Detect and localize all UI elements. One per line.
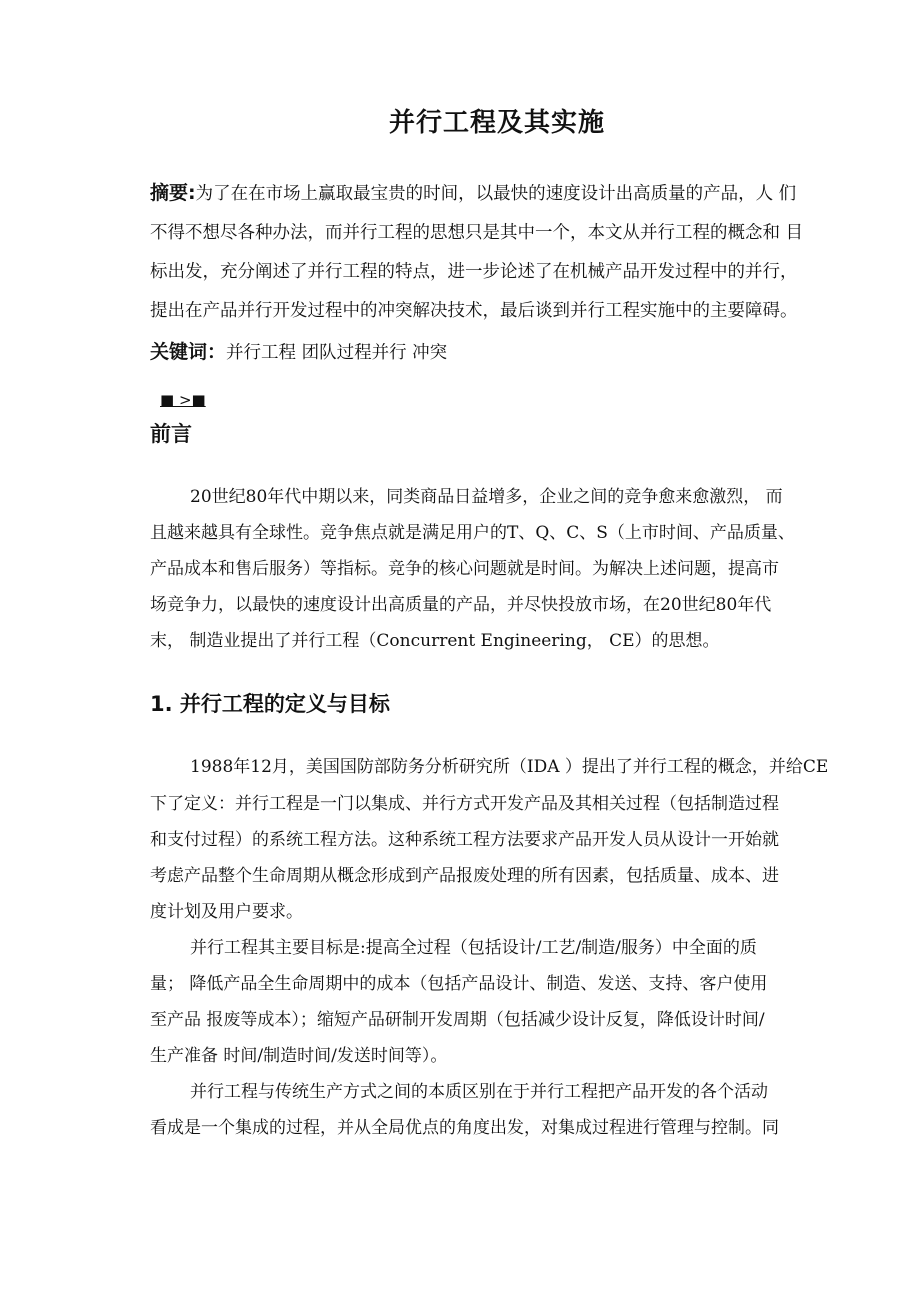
s1-p3-line-1: 并行工程与传统生产方式之间的本质区别在于并行工程把产品开发的各个活动 <box>190 1082 768 1102</box>
abstract-line-2: 不得不想尽各种办法，而并行工程的思想只是其中一个，本文从并行工程的概念和 目 <box>150 223 804 243</box>
document-title: 并行工程及其实施 <box>388 108 605 138</box>
s1-p1-line-3: 和支付过程）的系统工程方法。这种系统工程方法要求产品开发人员从设计一开始就 <box>150 830 779 850</box>
abstract-line-4: 提出在产品并行开发过程中的冲突解决技术，最后谈到并行工程实施中的主要障碍。 <box>150 301 798 321</box>
intro-line-3: 产品成本和售后服务）等指标。竞争的核心问题就是时间。为解决上述问题，提高市 <box>150 559 779 579</box>
s1-p2-line-4: 生产准备 时间/制造时间/发送时间等）。 <box>150 1046 448 1066</box>
s1-p2-line-1: 并行工程其主要目标是:提高全过程（包括设计/工艺/制造/服务）中全面的质 <box>190 938 757 958</box>
s1-p1-line-5: 度计划及用户要求。 <box>150 902 303 922</box>
intro-line-1: 20世纪80年代中期以来，同类商品日益增多，企业之间的竞争愈来愈激烈， 而 <box>190 487 783 507</box>
keywords-label: 关键词： <box>150 341 227 363</box>
abstract-label: 摘要: <box>150 182 196 204</box>
keywords-line <box>150 337 447 364</box>
s1-p2-line-3: 至产品 报废等成本）；缩短产品研制开发周期（包括减少设计反复，降低设计时间/ <box>150 1010 765 1030</box>
section-marker: ■ >■ <box>160 391 206 409</box>
abstract-line-3: 标出发，充分阐述了并行工程的特点，进一步论述了在机械产品开发过程中的并行， <box>150 262 798 282</box>
intro-line-2: 且越来越具有全球性。竞争焦点就是满足用户的T、Q、C、S（上市时间、产品质量、 <box>150 523 795 543</box>
keywords-text: 并行工程 团队过程并行 冲突 <box>226 343 448 363</box>
s1-p1-line-4: 考虑产品整个生命周期从概念形成到产品报废处理的所有因素，包括质量、成本、进 <box>150 866 779 886</box>
section1-heading: 1. 并行工程的定义与目标 <box>150 692 390 716</box>
s1-p2-line-2: 量； 降低产品全生命周期中的成本（包括产品设计、制造、发送、支持、客户使用 <box>150 974 768 994</box>
intro-line-5: 末， 制造业提出了并行工程（Concurrent Engineering， CE）的思想。 <box>150 631 720 651</box>
intro-heading: 前言 <box>150 422 192 446</box>
s1-p1-line-2: 下了定义：并行工程是一门以集成、并行方式开发产品及其相关过程（包括制造过程 <box>150 794 779 814</box>
s1-p3-line-2: 看成是一个集成的过程，并从全局优点的角度出发，对集成过程进行管理与控制。同 <box>150 1118 779 1138</box>
intro-line-4: 场竞争力，以最快的速度设计出高质量的产品，并尽快投放市场，在20世纪80年代 <box>150 595 772 615</box>
abstract-line-1 <box>150 178 796 205</box>
s1-p1-line-1: 1988年12月，美国国防部防务分析研究所（IDA ）提出了并行工程的概念，并给CE <box>190 757 829 777</box>
abstract-text-1: 为了在在市场上赢取最宝贵的时间，以最快的速度设计出高质量的产品，人 们 <box>195 184 797 204</box>
